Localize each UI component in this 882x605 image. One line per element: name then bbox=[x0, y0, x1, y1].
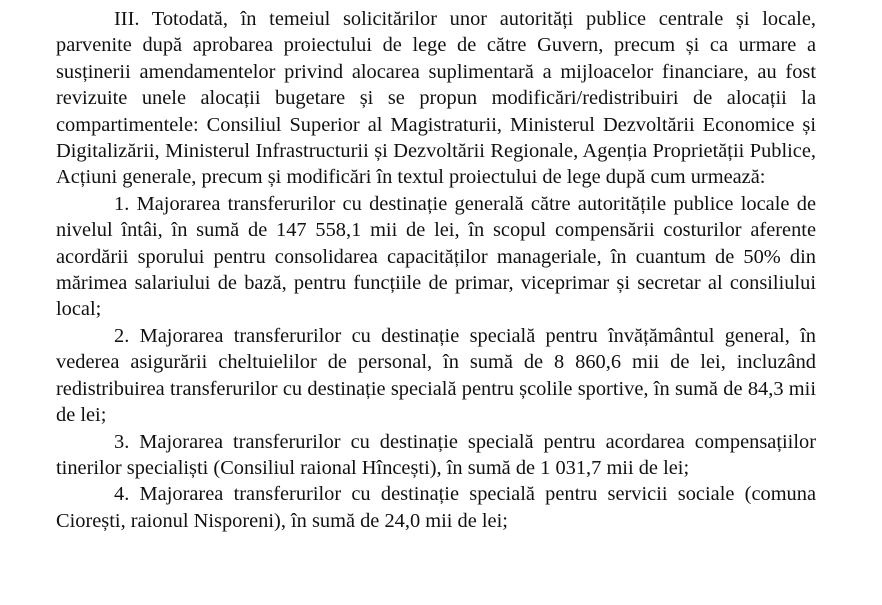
paragraph-item-2: 2. Majorarea transferurilor cu destinație specială pentru învățământul general, în vederea asigurării cheltuielilor de personal, în sumă de 8 860,6 mii de lei, incluzând redistribuirea transferurilor cu destinație specială pentru școlile sportive, în sumă de 84,3 mii de lei; bbox=[56, 324, 816, 427]
document-body bbox=[56, 6, 816, 534]
paragraph-item-4: 4. Majorarea transferurilor cu destinație specială pentru servicii sociale (comuna Ciorești, raionul Nisporeni), în sumă de 24,0 mii de lei; bbox=[56, 483, 816, 532]
paragraph-section-iii-intro: III. Totodată, în temeiul solicitărilor unor autorități publice centrale și locale, parvenite după aprobarea proiectului de lege de către Guvern, precum și ca urmare a susținerii amendamentelor privind alocarea suplimentară a mijloacelor financiare, au fost revizuite unele alocații bugetare și se propun modificări/redistribuiri de alocații la compartimentele: Consiliul Superior al Magistraturii, Ministerul Dezvoltării Economice și Digitalizării, Ministerul Infrastructurii și Dezvoltării Regionale, Agenția Proprietății Publice, Acțiuni generale, precum și modificări în textul proiectului de lege după cum urmează: bbox=[56, 8, 816, 189]
paragraph-item-1: 1. Majorarea transferurilor cu destinație generală către autoritățile publice locale de nivelul întâi, în sumă de 147 558,1 mii de lei, în scopul compensării costurilor aferente acordării sporului pentru consolidarea capacităților manageriale, în cuantum de 50% din mărimea salariului de bază, pentru funcțiile de primar, viceprimar și secretar al consiliului local; bbox=[56, 192, 816, 321]
paragraph-item-3: 3. Majorarea transferurilor cu destinație specială pentru acordarea compensațiilor tinerilor specialiști (Consiliul raional Hîncești), în sumă de 1 031,7 mii de lei; bbox=[56, 430, 816, 479]
